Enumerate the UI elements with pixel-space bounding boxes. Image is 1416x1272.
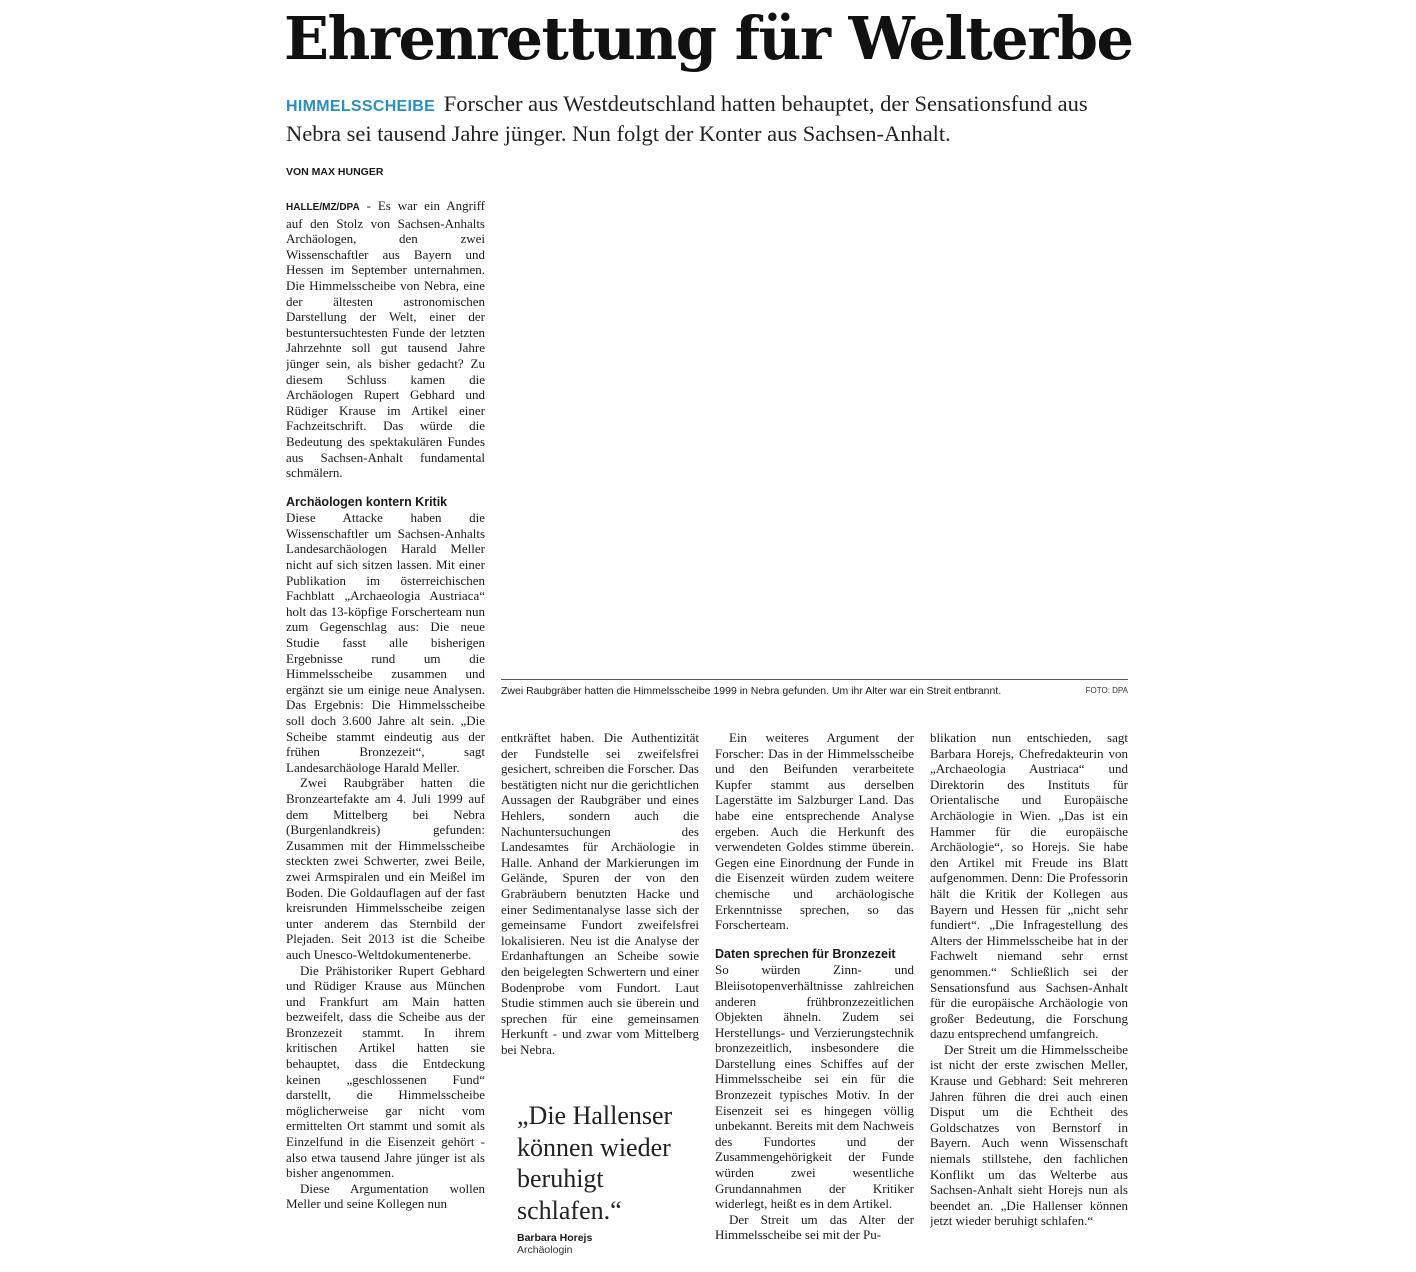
deck [286, 90, 1126, 147]
paragraph: Der Streit um das Alter der Himmelsscheibe sei mit der Pu- [715, 1211, 914, 1243]
paragraph: Der Streit um die Himmelsscheibe ist nicht der erste zwischen Meller, Krause und Gebhard: Seit mehreren Jahren führen die drei auch einen Disput um die Echtheit des Goldschatzes von Bernstorf in Bayern. Auch wenn Wissenschaft niemals stillstehe, den fachlichen Konflikt um das Welterbe aus Sachsen-Anhalt sieht Horejs nun als beendet an. „Die Hallenser können jetzt wieder beruhigt schlafen.“ [930, 1041, 1128, 1229]
paragraph: Diese Attacke haben die Wissenschaftler um Sachsen-Anhalts Landesarchäologen Harald Meller nicht auf sich sitzen lassen. Mit einer Publikation im österreichischen Fachblatt „Archaeologia Austriaca“ holt das 13-köpfige Forscherteam nun zum Gegenschlag aus: Die neue Studie fasst alle bisherigen Ergebnisse rund um die Himmelsscheibe zusammen und ergänzt sie um einige neue Analysen. Das Ergebnis: Die Himmelsscheibe soll doch 3.600 Jahre alt sein. „Die Scheibe stammt eindeutig aus der frühen Bronzezeit“, sagt Landesarchäologe Harald Meller. [286, 510, 485, 775]
dateline: HALLE/MZ/DPA [286, 202, 360, 213]
paragraph: Die Prähistoriker Rupert Gebhard und Rüdiger Krause aus München und Frankfurt am Main hatten bezweifelt, dass die Scheibe aus der Bronzezeit stammt. In ihrem kritischen Artikel hatten sie behauptet, dass die Entdeckung keinen „geschlossenen Fund“ darstellt, die Himmelsscheibe möglicherweise gar nicht vom ermittelten Ort stammt und somit als Einzelfund in die Eisenzeit gehört - also etwa tausend Jahre jünger ist als bisher angenommen. [286, 962, 485, 1181]
byline: VON MAX HUNGER [286, 166, 384, 178]
article-column-1 [286, 198, 485, 1262]
pull-quote-role: Archäologin [517, 1244, 573, 1256]
photo-placeholder [501, 198, 1128, 676]
article-column-3 [715, 730, 914, 1266]
lead-text: - Es war ein Angriff auf den Stolz von Sachsen-Anhalts Archäologen, den zwei Wissenschaftler aus Bayern und Hessen im September unternahmen. Die Himmelsscheibe von Nebra, eine der ältesten astronomischen Darstellung der Welt, einer der bestuntersuchtesten Funde der letzten Jahrzehnte soll gut tausend Jahre jünger sein, als bisher gedacht? Zu diesem Schluss kamen die Archäologen Rupert Gebhard und Rüdiger Krause im Artikel einer Fachzeitschrift. Das würde die Bedeutung des spektakulären Fundes aus Sachsen-Anhalt fundamental schmälern. [286, 198, 485, 481]
kicker: HIMMELSSCHEIBE [286, 98, 436, 115]
paragraph: Diese Argumentation wollen Meller und seine Kollegen nun [286, 1180, 485, 1212]
photo-credit: FOTO: DPA [1085, 686, 1128, 695]
paragraph: blikation nun entschieden, sagt Barbara Horejs, Chefredakteurin von „Archaeologia Austriaca“ und Direktorin des Instituts für Orientalische und Europäische Archäologie in Wien. „Das ist ein Hammer für die europäische Archäologie“, so Horejs. Sie habe den Artikel mit Freude ins Blatt aufgenommen. Denn: Die Professorin hält die Kritik der Kollegen aus Bayern und Hessen für „nicht sehr fundiert“. „Die Infragestellung des Alters der Himmelsscheibe hat in der Fachwelt niemand sehr ernst genommen.“ Schließlich sei der Sensationsfund aus Sachsen-Anhalt für die europäische Archäologie von großer Bedeutung, die Forschung dazu entsprechend umfangreich. [930, 730, 1128, 1042]
paragraph: Zwei Raubgräber hatten die Bronzeartefakte am 4. Juli 1999 auf dem Mittelberg bei Nebra (Burgenlandkreis) gefunden: Zusammen mit der Himmelsscheibe steckten zwei Schwerter, zwei Beile, zwei Armspiralen und ein Meißel im Boden. Die Goldauflagen auf der fast kreisrunden Himmelsscheibe zeigen unter anderem das Sternbild der Plejaden. Seit 2013 ist die Scheibe auch Unesco-Weltdokumentenerbe. [286, 775, 485, 962]
paragraph: entkräftet haben. Die Authentizität der Fundstelle sei zweifelsfrei gesichert, schreiben die Forscher. Das bestätigten nicht nur die gerichtlichen Aussagen der Raubgräber und eines Hehlers, sondern auch die Nachuntersuchungen des Landesamtes für Archäologie in Halle. Anhand der Markierungen im Gelände, Spuren der von den Grabräubern benutzten Hacke und einer Sedimentanalyse lasse sich der gemeinsame Fundort zweifelsfrei lokalisieren. Neu ist die Analyse der Erdanhaftungen an Scheibe sowie den beigelegten Schwertern und einer Bodenprobe vom Fundort. Laut Studie stimmen auch sie überein und sprechen für eine gemeinsamen Herkunft - und zwar vom Mittelberg bei Nebra. [501, 730, 699, 1057]
pull-quote-text: „Die Hallenser können wieder beruhigt schlafen.“ [517, 1101, 673, 1225]
headline: Ehrenrettung für Welterbe [284, 4, 1133, 73]
pull-quote [517, 1100, 697, 1256]
pull-quote-author: Barbara Horejs [517, 1232, 593, 1244]
article-column-2 [501, 730, 699, 1057]
caption-divider [501, 679, 1128, 680]
subhead-bronzezeit: Daten sprechen für Bronzezeit [715, 946, 896, 961]
paragraph: So würden Zinn- und Bleiisotopenverhältnisse zahlreichen anderen frühbronzezeitlichen Objekten ähneln. Zudem sei Herstellungs- und Verzierungstechnik bronzezeitlich, insbesondere die Darstellung eines Schiffes auf der Himmelsscheibe sei ein für die Bronzezeit typisches Motiv. In der Eisenzeit sei es hingegen völlig unbekannt. Bereits mit dem Nachweis des Fundortes und der Zusammengehörigkeit der Funde würden zwei wesentliche Grundannahmen der Kritiker widerlegt, heißt es in dem Artikel. [715, 962, 914, 1212]
subhead-kritik: Archäologen kontern Kritik [286, 494, 448, 509]
photo-caption: Zwei Raubgräber hatten die Himmelsscheibe 1999 in Nebra gefunden. Um ihr Alter war ein Streit entbrannt. [501, 685, 1002, 697]
paragraph: Ein weiteres Argument der Forscher: Das in der Himmelsscheibe und den Beifunden verarbeitete Kupfer stammt aus derselben Lagerstätte im Salzburger Land. Das habe eine entsprechende Analyse ergeben. Auch die Herkunft des verwendeten Goldes stimme überein. Gegen eine Einordnung der Funde in die Eisenzeit würden zudem weitere chemische und archäologische Erkenntnisse sprechen, so das Forscherteam. [715, 730, 914, 933]
deck-text: Forscher aus Westdeutschland hatten behauptet, der Sensationsfund aus Nebra sei tausend Jahre jünger. Nun folgt der Konter aus Sachsen-Anhalt. [286, 91, 1088, 146]
article-column-4 [930, 730, 1128, 1266]
lead-paragraph [286, 198, 485, 481]
